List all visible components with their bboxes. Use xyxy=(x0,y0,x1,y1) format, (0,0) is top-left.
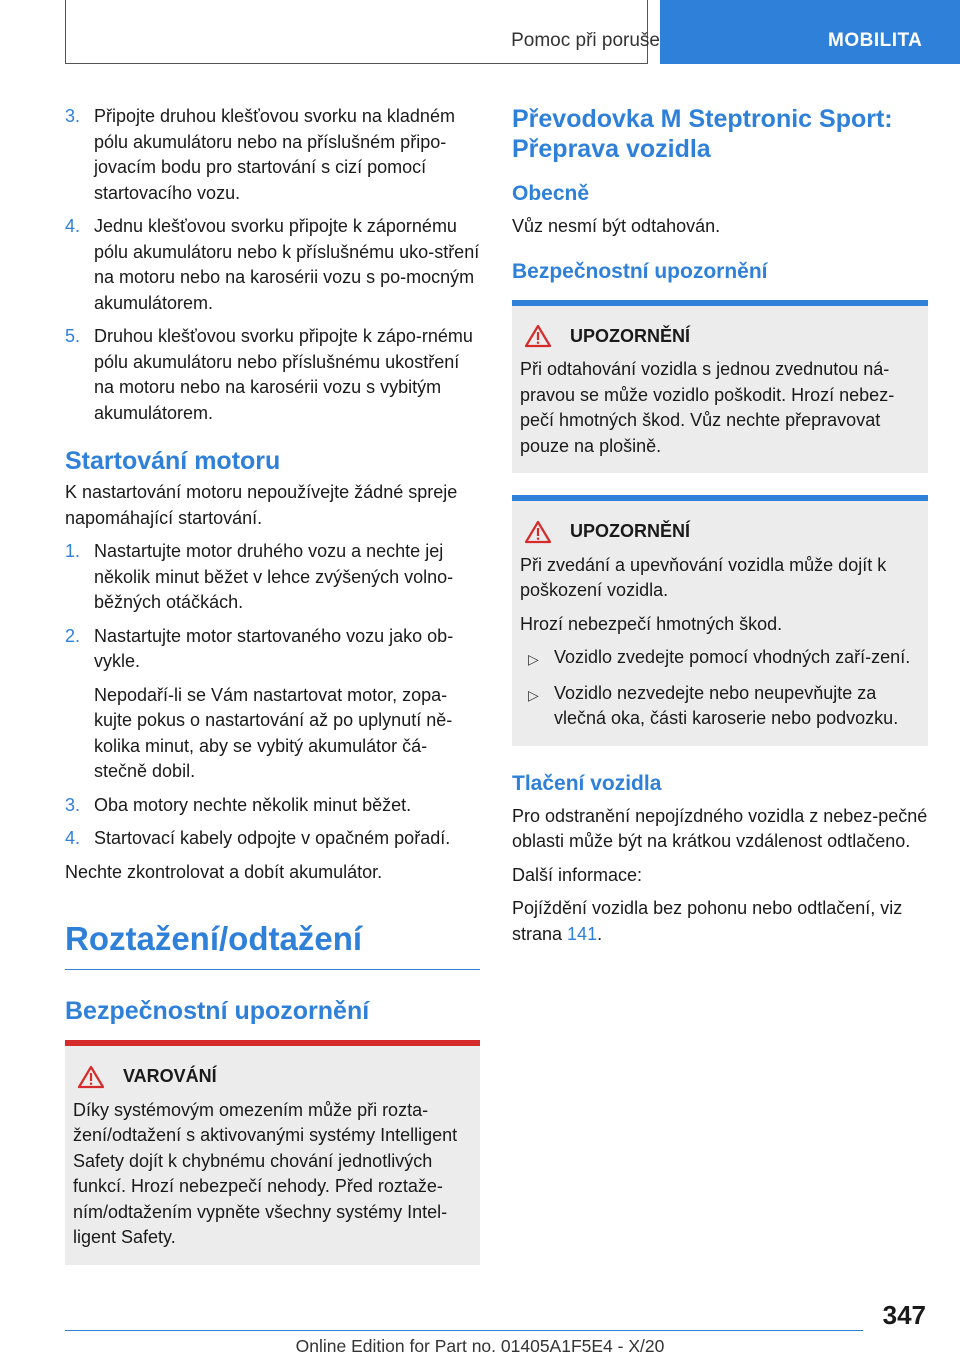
step-item xyxy=(65,624,480,675)
step-text: Startovací kabely odpojte v opačném pořadí. xyxy=(94,828,451,848)
header-tab-mobilita[interactable] xyxy=(660,0,960,64)
warning-title-row xyxy=(73,1064,472,1090)
bullet-text: Vozidlo zvedejte pomocí vhodných zaří-zení. xyxy=(554,647,911,667)
step-text: Jednu klešťovou svorku připojte k zápornému pólu akumulátoru nebo k příslušnému uko-stření na motoru nebo na karosérii vozu s po-mocným akumulátorem. xyxy=(94,216,480,313)
notice-title-row xyxy=(520,324,920,350)
pushing-heading: Tlačení vozidla xyxy=(512,771,662,795)
bullet-text: Vozidlo nezvedejte nebo neupevňujte za vlečná oka, části karoserie nebo podvozku. xyxy=(554,682,899,728)
notice-text: Hrozí nebezpečí hmotných škod. xyxy=(520,613,783,634)
transmission-heading: Převodovka M Steptronic Sport: Přeprava vozidla xyxy=(512,105,893,163)
header-tab-label: MOBILITA xyxy=(828,30,923,51)
footer-edition: Online Edition for Part no. 01405A1F5E4 - X/20 xyxy=(295,1336,665,1356)
bullet-item xyxy=(520,681,920,732)
step-item xyxy=(65,214,480,316)
right-column xyxy=(512,104,928,955)
step-text: Oba motory nechte několik minut běžet. xyxy=(94,794,412,815)
step-item xyxy=(65,324,480,426)
closing-text: Nechte zkontrolovat a dobít akumulátor. xyxy=(65,861,383,882)
safety-heading: Bezpečnostní upozornění xyxy=(65,997,370,1025)
bullet-arrow-icon: ▷ xyxy=(528,686,539,703)
bullet-item xyxy=(520,645,920,673)
step-item xyxy=(65,104,480,206)
step-number: 1. xyxy=(65,541,81,561)
safety-heading-right: Bezpečnostní upozornění xyxy=(512,259,768,283)
reference-text: Pojíždění vozidla bez pohonu nebo odtlačení, viz strana xyxy=(512,898,903,944)
step-text: Připojte druhou klešťovou svorku na kladném pólu akumulátoru nebo na příslušném připo-jovacím bodu pro startování s cizí pomocí startovacího vozu. xyxy=(94,106,455,203)
step-text: Druhou klešťovou svorku připojte k zápo-rnému pólu akumulátoru nebo příslušnému ukostření na motoru nebo na karosérii vozu s vybitým akumulátorem. xyxy=(94,326,473,423)
warning-text: Díky systémovým omezením může při rozta-žení/odtažení s aktivovanými systémy Intelligent Safety dojít k chybnému chování jednotlivých funkcí. Hrozí nebezpečí nehody. Před roztaže-ním/odtažením vypněte všechny systémy Intel-ligent Safety. xyxy=(73,1099,458,1247)
start-engine-heading: Startování motoru xyxy=(65,447,281,475)
step-number: 4. xyxy=(65,828,81,848)
warning-triangle-icon xyxy=(77,1065,105,1089)
step-number: 2. xyxy=(65,625,81,646)
step-number: 4. xyxy=(65,216,81,236)
step-number: 3. xyxy=(65,794,81,815)
page-number: 347 xyxy=(882,1300,926,1330)
reference-end: . xyxy=(597,923,603,944)
step-item xyxy=(65,793,480,819)
reference-paragraph xyxy=(512,896,928,947)
notice-text: Při odtahování vozidla s jednou zvednutou ná-pravou se může vozidlo poškodit. Hrozí nebez-pečí hmotných škod. Vůz nechte přepravovat pouze na plošině. xyxy=(520,359,895,456)
step-number: 5. xyxy=(65,326,81,346)
step-item xyxy=(65,826,480,852)
step-note: Nepodaří-li se Vám nastartovat motor, zopa-kujte pokus o nastartování až po uplynutí ně-kolika minut, aby se vybitý akumulátor čá-stečně dobil. xyxy=(94,684,453,781)
general-text: Vůz nesmí být odtahován. xyxy=(512,216,721,236)
footer-divider xyxy=(65,1330,863,1331)
warning-triangle-icon xyxy=(524,520,552,544)
towing-heading: Roztažení/odtažení xyxy=(65,919,480,970)
step-text: Nastartujte motor startovaného vozu jako ob-vykle. xyxy=(94,625,454,671)
step-text: Nastartujte motor druhého vozu a nechte jej několik minut běžet v lehce zvýšených volno-běžných otáčkách. xyxy=(94,541,454,612)
start-intro-text: K nastartování motoru nepoužívejte žádné spreje napomáhající startování. xyxy=(65,482,458,528)
warning-box xyxy=(65,1040,480,1265)
notice-box xyxy=(512,495,928,746)
bullet-arrow-icon: ▷ xyxy=(528,651,539,667)
page-link[interactable]: 141 xyxy=(567,923,598,944)
step-number: 3. xyxy=(65,106,81,126)
pushing-text: Pro odstranění nepojízdného vozidla z nebez-pečné oblasti může být na krátkou vzdálenost odtlačeno. xyxy=(512,805,928,851)
more-info-label: Další informace: xyxy=(512,864,643,885)
step-item xyxy=(65,539,480,616)
header-section-title: Pomoc při poruše xyxy=(511,30,660,51)
warning-triangle-icon xyxy=(524,324,552,348)
notice-title-row xyxy=(520,519,920,545)
notice-title: UPOZORNĚNÍ xyxy=(570,325,691,346)
left-column xyxy=(65,104,480,1265)
notice-box xyxy=(512,300,928,474)
warning-title: VAROVÁNÍ xyxy=(123,1066,217,1086)
notice-title: UPOZORNĚNÍ xyxy=(570,521,691,541)
general-heading: Obecně xyxy=(512,182,590,205)
notice-text: Při zvedání a upevňování vozidla může dojít k poškození vozidla. xyxy=(520,554,887,600)
